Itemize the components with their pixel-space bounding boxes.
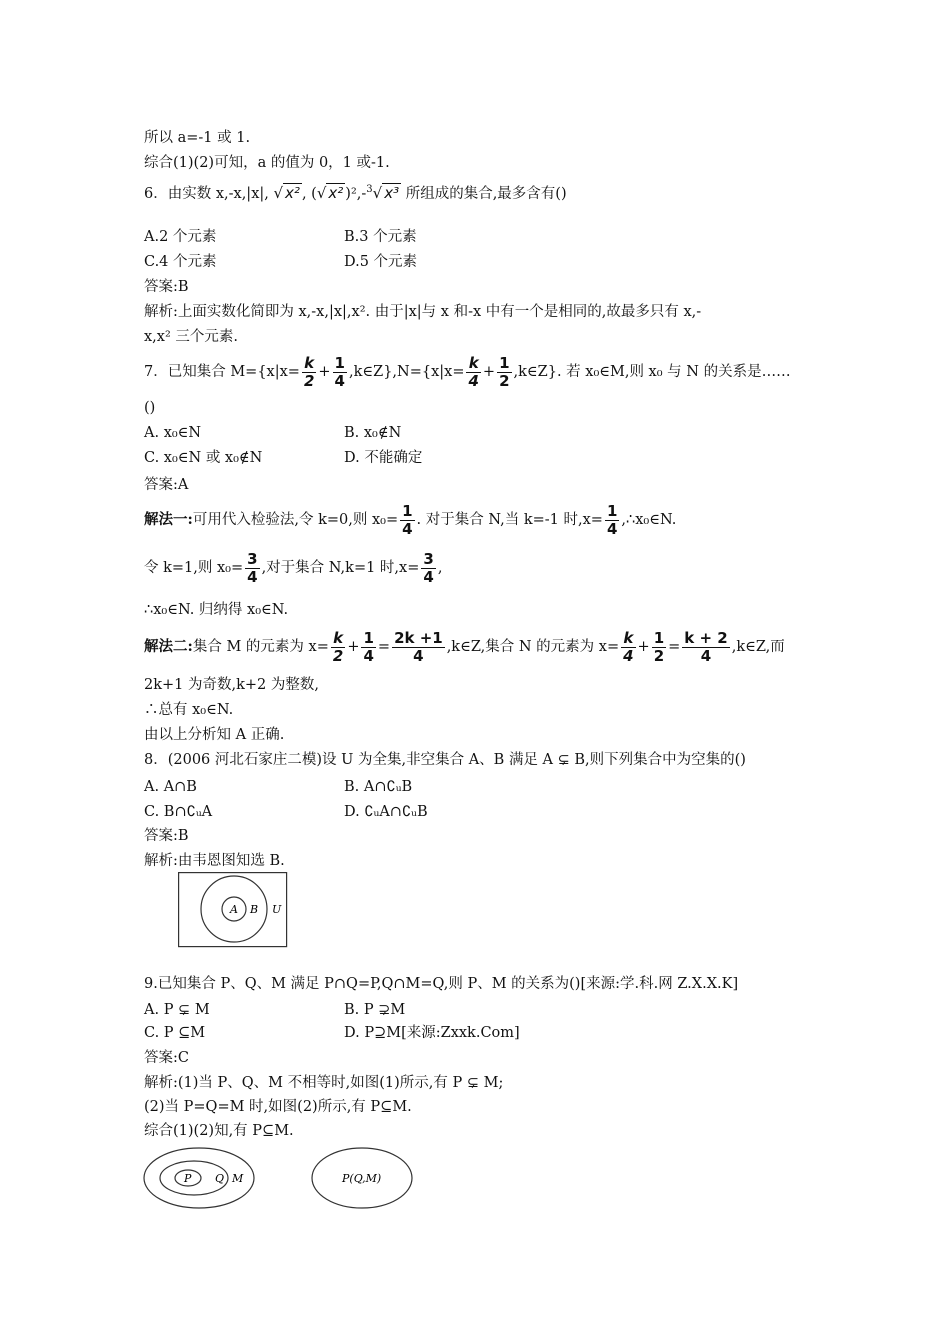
- option-a: A. x₀∈N: [144, 425, 202, 441]
- option-a: A. A∩B: [144, 779, 197, 795]
- fraction: $\frac{1}{2}$: [653, 628, 665, 665]
- answer: 答案:A: [144, 477, 189, 493]
- sqrt-expression: √ x²: [316, 183, 344, 202]
- label-q: Q: [215, 1172, 225, 1185]
- text-line: ∴x₀∈N. 归纳得 x₀∈N.: [144, 602, 289, 618]
- fraction: $\frac{1}{4}$: [363, 628, 374, 665]
- label-b: B: [250, 903, 259, 916]
- method-1-line-1: 解法一:可用代入检验法,令 k=0,则 x₀= $\frac{1}{4}$ . 对于集合 N,当 k=-1 时,x= $\frac{1}{4}$ ,∴x₀∈N.: [144, 501, 677, 538]
- fraction: $\frac{1}{2}$: [499, 353, 510, 390]
- option-c: C. x₀∈N 或 x₀∉N: [144, 450, 263, 466]
- option-b: B.3 个元素: [344, 229, 417, 245]
- text-line: 综合(1)(2)可知，a 的值为 0，1 或-1.: [144, 155, 390, 171]
- option-d: D. 不能确定: [344, 450, 423, 466]
- text-line: ∴总有 x₀∈N.: [144, 702, 234, 718]
- option-b: B. A∩∁ᵤB: [344, 779, 413, 795]
- question-6-stem: 6．由实数 x,-x,|x|, √ x² , (√ x² )²,-$^3$√ x³ 所组成的集合,最多含有(): [144, 183, 567, 202]
- option-c: C. B∩∁ᵤA: [144, 804, 213, 820]
- text-line: 所以 a=-1 或 1.: [144, 130, 251, 146]
- sqrt-expression: √ x²: [273, 183, 300, 202]
- explanation: (2)当 P=Q=M 时,如图(2)所示,有 P⊆M.: [144, 1099, 412, 1115]
- fraction: $\frac{3}{4}$: [247, 549, 258, 586]
- method-2-line-1: 解法二:集合 M 的元素为 x= $\frac{k}{2}$ + $\frac{1}{4}$ = $\frac{2k +1}{4}$ ,k∈Z,集合 N 的元素为 x= $\frac{k}{4}$ + $\frac{1}{2}$ = $\frac{k + 2}{4}$ ,k∈Z,而: [144, 628, 785, 665]
- answer: 答案:C: [144, 1050, 189, 1066]
- option-c: C.4 个元素: [144, 254, 217, 270]
- label-m: M: [232, 1172, 244, 1185]
- method-1-line-2: 令 k=1,则 x₀= $\frac{3}{4}$ ,对于集合 N,k=1 时,x= $\frac{3}{4}$ ,: [144, 549, 443, 586]
- text-line: 由以上分析知 A 正确.: [144, 727, 285, 743]
- fraction: $\frac{1}{4}$: [606, 501, 618, 538]
- explanation: 解析:由韦恩图知选 B.: [144, 853, 285, 869]
- answer: 答案:B: [144, 279, 189, 295]
- fraction: $\frac{3}{4}$: [423, 549, 434, 586]
- option-d: D.5 个元素: [344, 254, 418, 270]
- explanation: x,x² 三个元素.: [144, 329, 238, 345]
- answer: 答案:B: [144, 828, 189, 844]
- fraction: $\frac{k}{2}$: [332, 628, 344, 665]
- option-b: B. x₀∉N: [344, 425, 402, 441]
- question-9-stem: 9.已知集合 P、Q、M 满足 P∩Q=P,Q∩M=Q,则 P、M 的关系为()[来源:学.科.网 Z.X.X.K]: [144, 976, 739, 992]
- fraction: $\frac{k}{2}$: [303, 353, 315, 390]
- fraction: $\frac{k}{4}$: [623, 628, 634, 665]
- option-a: A.2 个元素: [144, 229, 217, 245]
- label-u: U: [272, 903, 282, 916]
- text-line: (): [144, 400, 156, 416]
- fraction: $\frac{1}{4}$: [334, 353, 345, 390]
- option-c: C. P ⊆M: [144, 1025, 206, 1041]
- option-d: D. ∁ᵤA∩∁ᵤB: [344, 804, 428, 820]
- explanation: 综合(1)(2)知,有 P⊆M.: [144, 1123, 294, 1139]
- venn-diagram-q9-2: [310, 1146, 414, 1210]
- question-8-stem: 8．(2006 河北石家庄二模)设 U 为全集,非空集合 A、B 满足 A ⊊ B,则下列集合中为空集的(): [144, 752, 746, 768]
- cube-root-expression: √ x³: [372, 183, 400, 202]
- label-pqm: P(Q,M): [342, 1172, 382, 1185]
- fraction: $\frac{1}{4}$: [402, 501, 413, 538]
- fraction: $\frac{2k +1}{4}$: [394, 628, 443, 665]
- label-p: P: [184, 1172, 192, 1185]
- text-line: 2k+1 为奇数,k+2 为整数,: [144, 677, 319, 693]
- explanation: 解析:上面实数化简即为 x,-x,|x|,x². 由于|x|与 x 和-x 中有一个是相同的,故最多只有 x,-: [144, 304, 702, 320]
- option-a: A. P ⊊ M: [144, 1002, 210, 1018]
- venn-diagram-q9-1: [142, 1146, 256, 1210]
- fraction: $\frac{k}{4}$: [468, 353, 479, 390]
- venn-diagram-q8: [178, 872, 288, 948]
- label-a: A: [230, 903, 238, 916]
- question-7-stem: 7．已知集合 M={x|x= $\frac{k}{2}$ + $\frac{1}{4}$ ,k∈Z},N={x|x= $\frac{k}{4}$ + $\frac{1}{2}$ ,k∈Z}. 若 x₀∈M,则 x₀ 与 N 的关系是……: [144, 353, 791, 390]
- option-b: B. P ⊋M: [344, 1002, 406, 1018]
- fraction: $\frac{k + 2}{4}$: [684, 628, 728, 665]
- option-d: D. P⊇M[来源:Zxxk.Com]: [344, 1025, 520, 1041]
- explanation: 解析:(1)当 P、Q、M 不相等时,如图(1)所示,有 P ⊊ M;: [144, 1075, 504, 1091]
